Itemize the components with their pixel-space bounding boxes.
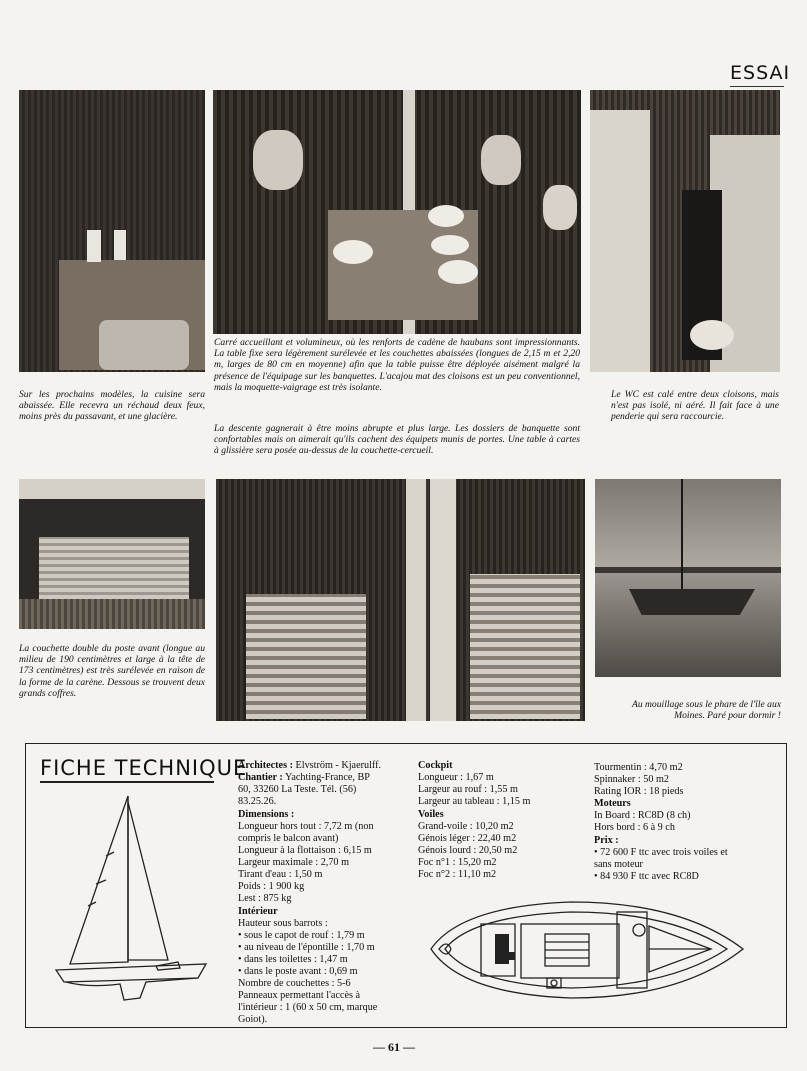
photo-mooring: [595, 479, 781, 677]
fiche-line: • sous le capot de rouf : 1,79 m: [238, 930, 365, 941]
caption-companionway: La descente gagnerait à être moins abrupte et plus large. Les dossiers de banquette sont confortables mais on aimerait qu'ils cachent des équipets munis de portes. Une table à cartes à glissière sera posée au-dessus de la couchette-cercueil.: [214, 423, 580, 457]
fiche-line: Génois léger : 22,40 m2: [418, 833, 517, 844]
caption-saloon: Carré accueillant et volumineux, où les renforts de cadène de haubans sont impressionnants. La table fixe sera légèrement surélevée et les couchettes abaissées (longues de 2,15 m et 2,20 m, larges de 80 cm en moyenne) afin que la table puisse être déployée aisément malgré la présence de l'équipage sur les banquettes. L'acajou mat des cloisons est un peu conventionnel, mais la moquette-vaigrage est très isolante.: [214, 337, 580, 393]
deck-plan-drawing: [421, 894, 751, 1014]
fiche-line: • dans les toilettes : 1,47 m: [238, 954, 348, 965]
fiche-line: l'intérieur : 1 (60 x 50 cm, marque: [238, 1002, 378, 1013]
caption-mooring: Au mouillage sous le phare de l'île aux Moines. Paré pour dormir !: [631, 699, 781, 722]
photo-galley: [19, 90, 205, 372]
fiche-line: Nombre de couchettes : 5-6: [238, 978, 351, 989]
fiche-line: Largeur au rouf : 1,55 m: [418, 784, 518, 795]
fiche-line: Lest : 875 kg: [238, 893, 292, 904]
photo-cabin-right: [430, 479, 585, 721]
sail-plan-drawing: [48, 792, 228, 1022]
fiche-heading: Cockpit: [418, 760, 453, 771]
fiche-line: Rating IOR : 18 pieds: [594, 786, 684, 797]
fiche-line: • 84 930 F ttc avec RC8D: [594, 871, 699, 882]
fiche-line: Hors bord : 6 à 9 ch: [594, 822, 675, 833]
photo-forepeak: [19, 479, 205, 629]
fiche-line: Hauteur sous barrots :: [238, 918, 328, 929]
fiche-line: In Board : RC8D (8 ch): [594, 810, 691, 821]
caption-galley: Sur les prochains modèles, la cuisine sera abaissée. Elle recevra un réchaud deux feux, moins près du passavant, et une glacière.: [19, 389, 205, 423]
fiche-line: Poids : 1 900 kg: [238, 881, 305, 892]
fiche-line: Génois lourd : 20,50 m2: [418, 845, 518, 856]
fiche-heading: Moteurs: [594, 798, 631, 809]
fiche-line: Longueur à la flottaison : 6,15 m: [238, 845, 372, 856]
fiche-heading: Intérieur: [238, 906, 278, 917]
fiche-heading: Prix :: [594, 835, 619, 846]
fiche-line: sans moteur: [594, 859, 643, 870]
fiche-title: FICHE TECHNIQUE: [40, 756, 248, 780]
fiche-line: • 72 600 F ttc avec trois voiles et: [594, 847, 728, 858]
header-rule: [730, 86, 784, 87]
fiche-line: • au niveau de l'épontille : 1,70 m: [238, 942, 375, 953]
fiche-line: Tirant d'eau : 1,50 m: [238, 869, 323, 880]
photo-saloon: [213, 90, 581, 334]
caption-forepeak: La couchette double du poste avant (longue au milieu de 190 centimètres et large à la tête de 173 centimètres) est très surélevée en raison de la forme de la carène. Dessous se trouvent deux grands coffres.: [19, 643, 205, 699]
section-label: ESSAI: [730, 62, 791, 84]
fiche-line: Largeur maximale : 2,70 m: [238, 857, 349, 868]
fiche-line: Foc n°2 : 11,10 m2: [418, 869, 497, 880]
fiche-line: Architectes : Elvström - Kjaerulff.: [238, 760, 382, 771]
fiche-line: Foc n°1 : 15,20 m2: [418, 857, 497, 868]
caption-wc: Le WC est calé entre deux cloisons, mais n'est pas isolé, ni aéré. Il fait face à une penderie qui sera raccourcie.: [611, 389, 779, 423]
fiche-heading: Voiles: [418, 809, 444, 820]
fiche-line: Largeur au tableau : 1,15 m: [418, 796, 531, 807]
fiche-heading: Dimensions :: [238, 809, 295, 820]
fiche-line: 83.25.26.: [238, 796, 277, 807]
photo-cabin-left: [216, 479, 430, 721]
fiche-line: Grand-voile : 10,20 m2: [418, 821, 514, 832]
fiche-line: 60, 33260 La Teste. Tél. (56): [238, 784, 357, 795]
fiche-line: Spinnaker : 50 m2: [594, 774, 669, 785]
fiche-line: Tourmentin : 4,70 m2: [594, 762, 683, 773]
fiche-technique-box: [25, 743, 787, 1028]
page-number: — 61 —: [373, 1040, 415, 1054]
fiche-line: Goiot).: [238, 1014, 268, 1025]
fiche-line: Panneaux permettant l'accès à: [238, 990, 361, 1001]
fiche-line: Longueur hors tout : 7,72 m (non: [238, 821, 374, 832]
fiche-title-underline: [40, 781, 214, 783]
fiche-line: Chantier : Yachting-France, BP: [238, 772, 370, 783]
photo-wc: [590, 90, 780, 372]
fiche-line: Longueur : 1,67 m: [418, 772, 494, 783]
fiche-line: compris le balcon avant): [238, 833, 339, 844]
fiche-line: • dans le poste avant : 0,69 m: [238, 966, 358, 977]
